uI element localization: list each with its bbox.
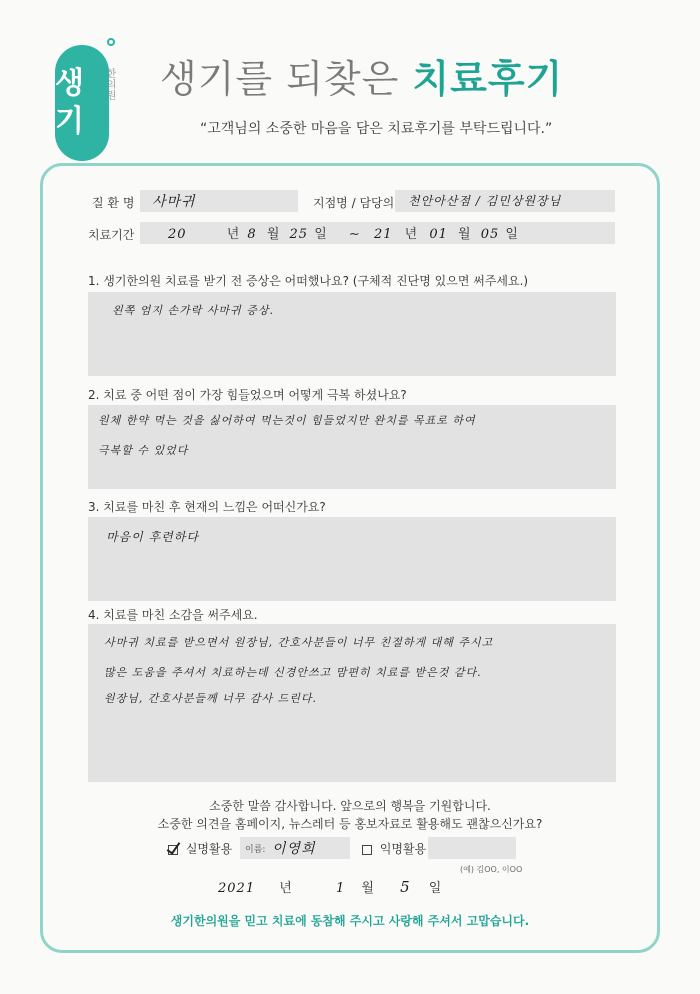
question-1-answer-line: 왼쪽 엄지 손가락 사마귀 증상. — [112, 304, 274, 317]
date-unit-day: 일 — [428, 881, 442, 896]
date-month: 1 — [335, 881, 346, 896]
real-name-option[interactable] — [168, 840, 232, 857]
footer-thanks: 소중한 말씀 감사합니다. 앞으로의 행복을 기원합니다. — [209, 799, 491, 813]
period-values — [168, 223, 518, 242]
date-day: 5 — [400, 878, 411, 896]
question-2-answer-line: 원체 한약 먹는 것을 싫어하여 먹는것이 힘들었지만 완치를 목표로 하여 — [98, 414, 476, 427]
title-prefix: 생기를 되찾은 — [160, 57, 413, 101]
anonymous-name-field[interactable] — [428, 837, 516, 859]
period-start-day: 25 — [289, 227, 309, 242]
anonymous-option[interactable] — [362, 840, 426, 857]
question-4-answer-line: 많은 도움을 주셔서 치료하는데 신경안쓰고 맘편히 치료를 받은것 같다. — [104, 666, 482, 679]
title-accent: 치료후기 — [412, 57, 564, 101]
name-value: 이영희 — [272, 841, 316, 857]
period-start-year: 20 — [168, 227, 187, 242]
closing-message: 생기한의원을 믿고 치료에 동참해 주시고 사랑해 주셔서 고맙습니다. — [170, 914, 530, 928]
question-1-label: 1. 생기한의원 치료를 받기 전 증상은 어떠했나요? (구체적 진단명 있으면 써주세요.) — [88, 274, 529, 288]
period-end-unit-month: 월 — [458, 227, 471, 242]
period-end-year: 21 — [373, 227, 393, 242]
anonymous-label: 익명활용 — [379, 842, 427, 856]
logo-dot-icon — [107, 38, 115, 46]
question-2-label: 2. 치료 중 어떤 점이 가장 힘들었으며 어떻게 극복 하셨나요? — [88, 388, 407, 402]
branch-value: 천안아산점 / 김민상원장님 — [408, 194, 562, 208]
question-4-answer-line: 사마귀 치료를 받으면서 원장님, 간호사분들이 너무 친절하게 대해 주시고 — [104, 636, 494, 649]
branch-label: 지점명 / 담당의 — [313, 196, 395, 210]
logo-subtitle: 한의원 — [104, 68, 115, 101]
date-unit-year: 년 — [279, 881, 292, 896]
question-3-answer-line: 마음이 후련하다 — [106, 530, 199, 544]
page-title — [160, 48, 563, 103]
period-end-unit-year: 년 — [404, 227, 418, 242]
question-4-label: 4. 치료를 마친 소감을 써주세요. — [88, 608, 258, 622]
anonymous-hint: (예) 김OO, 이OO — [460, 865, 523, 874]
page-subtitle: “고객님의 소중한 마음을 담은 치료후기를 부탁드립니다.” — [200, 121, 553, 137]
anonymous-checkbox[interactable] — [362, 845, 372, 855]
disease-label: 질 환 명 — [92, 196, 135, 210]
disease-value: 사마귀 — [152, 194, 196, 210]
logo-mark-text: 생기 — [55, 66, 84, 139]
real-name-label: 실명활용 — [185, 842, 233, 856]
period-end-day: 05 — [480, 227, 500, 242]
period-unit-month: 월 — [266, 227, 280, 242]
brand-logo — [55, 45, 119, 163]
name-label: 이름: — [245, 845, 266, 855]
question-2-answer-line: 극복할 수 있었다 — [98, 444, 189, 457]
period-end-month: 01 — [429, 227, 448, 242]
period-unit-day: 일 — [314, 227, 327, 242]
date-unit-month: 월 — [361, 881, 374, 896]
period-label: 치료기간 — [88, 228, 135, 242]
logo-mark — [55, 45, 109, 161]
date-year: 2021 — [218, 881, 256, 896]
footer-consent: 소중한 의견을 홈페이지, 뉴스레터 등 홍보자료로 활용해도 괜찮으신가요? — [157, 817, 543, 831]
real-name-checkbox[interactable] — [168, 845, 178, 855]
period-start-month: 8 — [247, 227, 257, 242]
question-4-answer-line: 원장님, 간호사분들께 너무 감사 드린다. — [104, 692, 317, 705]
period-unit-year: 년 — [226, 227, 240, 242]
question-3-label: 3. 치료를 마친 후 현재의 느낌은 어떠신가요? — [88, 500, 326, 514]
signature-date — [218, 877, 441, 896]
period-end-unit-day: 일 — [505, 227, 518, 242]
period-separator: ~ — [348, 227, 360, 242]
